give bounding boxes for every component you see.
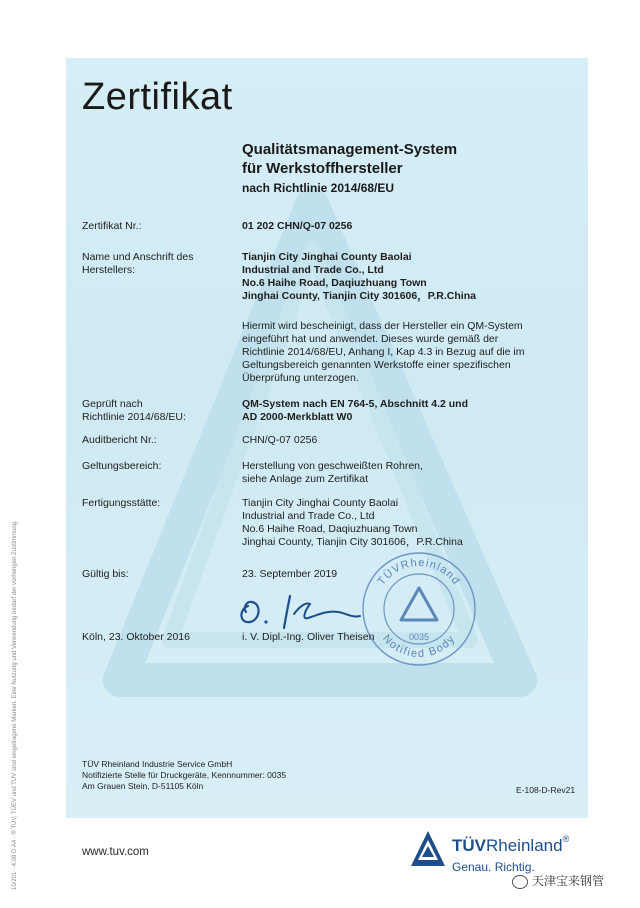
tested-label-line-2: Richtlinie 2014/68/EU:	[82, 411, 186, 423]
issuer-footer	[82, 759, 286, 792]
manufacturer-label	[82, 251, 193, 277]
side-legal-note: 10/201 · 4.08 D A4 · ® TÜV, TÜEV und TUV sind eingetragene Marken. Eine Nutzung und Verwendung bedarf der vorherigen Zustimmung.	[12, 520, 18, 890]
statement-line: eingeführt hat und anwendet. Dieses wurde gemäß der	[242, 333, 499, 345]
logo-registered-mark: ®	[562, 834, 570, 844]
signatory-name: i. V. Dipl.-Ing. Oliver Theisen	[242, 631, 375, 643]
site-line: Jinghai County, Tianjin City 301606，P.R.China	[242, 536, 463, 548]
cert-no-value: 01 202 CHN/Q-07 0256	[242, 220, 353, 232]
manufacturer-address	[242, 251, 542, 303]
site-line: Tianjin City Jinghai County Baolai	[242, 497, 399, 509]
logo-word-bold: TÜV	[452, 836, 486, 855]
audit-value: CHN/Q-07 0256	[242, 434, 318, 446]
issuer-name: TÜV Rheinland Industrie Service GmbH	[82, 759, 233, 769]
manufacturer-line: No.6 Haihe Road, Daqiuzhuang Town	[242, 277, 427, 289]
form-code: E-108-D-Rev21	[516, 785, 576, 795]
place-date: Köln, 23. Oktober 2016	[82, 631, 190, 643]
wechat-account-name: 天津宝来钢管	[532, 874, 605, 888]
scope-value-line-1: Herstellung von geschweißten Rohren,	[242, 460, 423, 472]
system-heading-line-1: Qualitätsmanagement-System	[242, 141, 458, 158]
valid-label: Gültig bis:	[82, 568, 129, 580]
tested-value	[242, 398, 542, 424]
site-address	[242, 497, 542, 549]
tested-label-line-1: Geprüft nach	[82, 398, 143, 410]
tested-value-line-2: AD 2000-Merkblatt W0	[242, 411, 353, 423]
statement-line: Überprüfung unterzogen.	[242, 372, 359, 384]
manufacturer-line: Industrial and Trade Co., Ltd	[242, 264, 384, 276]
scope-value	[242, 460, 542, 486]
valid-value: 23. September 2019	[242, 568, 338, 580]
logo-word-rest: Rheinland	[486, 836, 563, 855]
scope-value-line-2: siehe Anlage zum Zertifikat	[242, 473, 369, 485]
site-line: No.6 Haihe Road, Daqiuzhuang Town	[242, 523, 418, 535]
notified-body-seal	[360, 550, 478, 668]
certification-statement	[242, 320, 542, 385]
system-heading	[242, 140, 457, 178]
manufacturer-line: Tianjin City Jinghai County Baolai	[242, 251, 412, 263]
cert-no-label: Zertifikat Nr.:	[82, 220, 142, 232]
brand-slogan: Genau. Richtig.	[452, 860, 535, 874]
wechat-icon	[512, 875, 528, 889]
seal-top-text: TÜVRheinland	[375, 556, 463, 588]
manufacturer-line: Jinghai County, Tianjin City 301606，P.R.China	[242, 290, 476, 302]
statement-line: Geltungsbereich genannten Werkstoffe einer spezifischen	[242, 359, 511, 371]
issuer-notified-body: Notifizierte Stelle für Druckgeräte, Kennnummer: 0035	[82, 770, 287, 780]
statement-line: Hiermit wird bescheinigt, dass der Hersteller ein QM-System	[242, 320, 523, 332]
system-heading-line-2: für Werkstoffhersteller	[242, 160, 403, 177]
signature-mark	[234, 588, 364, 632]
tested-value-line-1: QM-System nach EN 764-5, Abschnitt 4.2 und	[242, 398, 468, 410]
site-line: Industrial and Trade Co., Ltd	[242, 510, 375, 522]
seal-bottom-text: Notified Body	[380, 632, 458, 661]
scope-label: Geltungsbereich:	[82, 460, 162, 472]
directive-heading: nach Richtlinie 2014/68/EU	[242, 181, 395, 195]
statement-line: Richtlinie 2014/68/EU, Anhang I, Kap 4.3 in Bezug auf die im	[242, 346, 525, 358]
tuv-logo-wordmark	[452, 836, 569, 856]
tuv-logo-icon	[408, 828, 448, 870]
wechat-watermark	[512, 872, 604, 889]
audit-label: Auditbericht Nr.:	[82, 434, 157, 446]
issuer-address: Am Grauen Stein, D-51105 Köln	[82, 781, 204, 791]
certificate-title: Zertifikat	[82, 76, 233, 118]
tested-label	[82, 398, 186, 424]
website-url: www.tuv.com	[82, 846, 149, 858]
manufacturer-label-line-1: Name und Anschrift des	[82, 251, 194, 263]
seal-number: 0035	[408, 632, 430, 642]
site-label: Fertigungsstätte:	[82, 497, 161, 509]
manufacturer-label-line-2: Herstellers:	[82, 264, 136, 276]
